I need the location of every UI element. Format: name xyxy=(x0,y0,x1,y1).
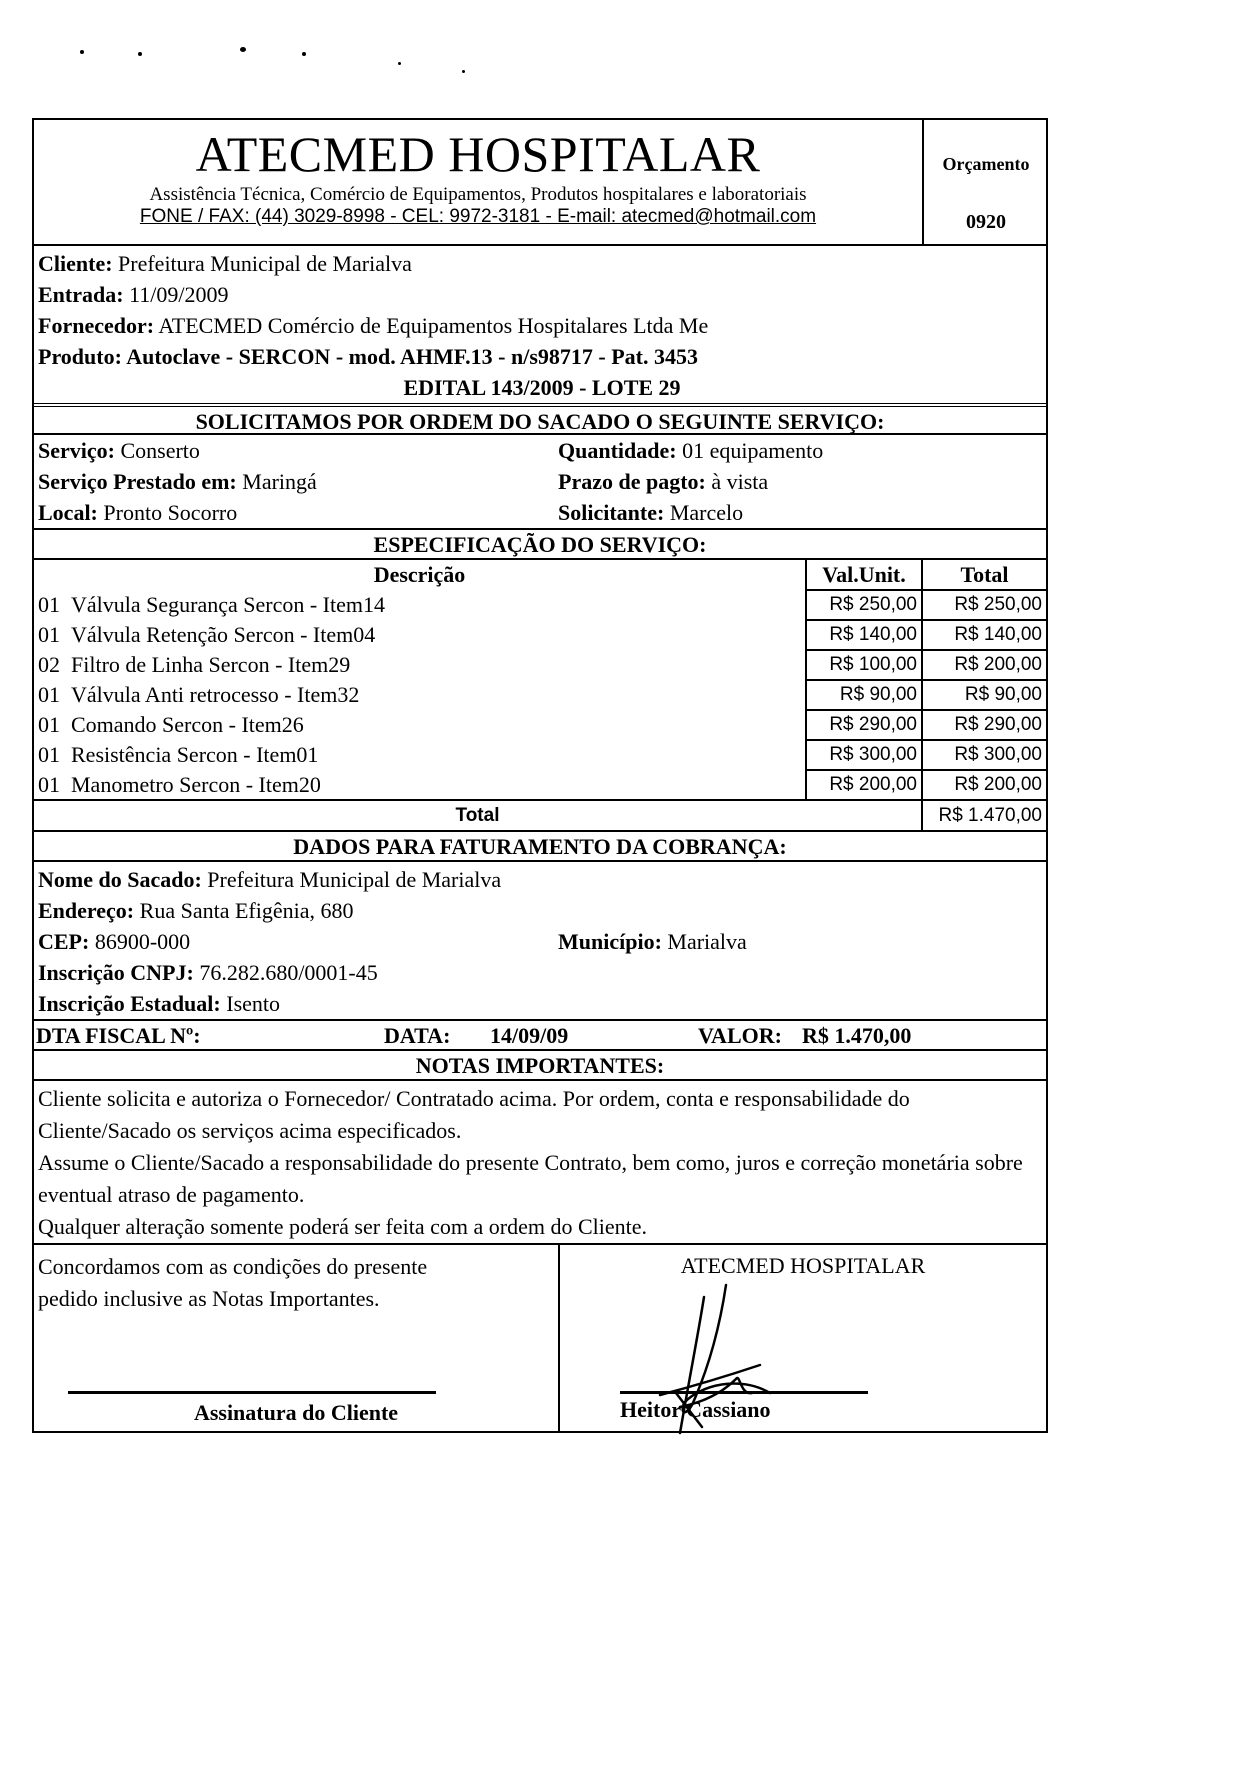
cep-value: 86900-000 xyxy=(94,929,191,954)
payment-term-value: à vista xyxy=(711,469,769,494)
service-row-3 xyxy=(34,497,1046,528)
location-label: Local: xyxy=(38,500,98,525)
client-signature-line xyxy=(68,1391,436,1394)
quantity-label: Quantidade: xyxy=(558,438,677,463)
state-registration-line xyxy=(34,988,1046,1019)
item-total-price: R$ 250,00 xyxy=(922,590,1046,620)
company-signature-title: ATECMED HOSPITALAR xyxy=(680,1253,926,1278)
service-place-label: Serviço Prestado em: xyxy=(38,469,237,494)
entry-label: Entrada: xyxy=(38,282,124,307)
supplier-line xyxy=(34,310,1046,341)
notes-title: NOTAS IMPORTANTES: xyxy=(34,1049,1046,1079)
item-description xyxy=(34,770,806,800)
item-description-text: Válvula Anti retrocesso - Item32 xyxy=(71,682,360,707)
company-block xyxy=(34,120,922,244)
spec-title: ESPECIFICAÇÃO DO SERVIÇO: xyxy=(34,528,1046,558)
item-description-text: Filtro de Linha Sercon - Item29 xyxy=(71,652,351,677)
company-contact: FONE / FAX: (44) 3029-8998 - CEL: 9972-3181 - E-mail: atecmed@hotmail.com xyxy=(139,206,817,227)
item-unit-price: R$ 200,00 xyxy=(806,770,922,800)
item-unit-price: R$ 290,00 xyxy=(806,710,922,740)
company-name: ATECMED HOSPITALAR xyxy=(195,126,761,182)
item-quantity: 02 xyxy=(38,652,60,677)
entry-line xyxy=(34,279,1046,310)
fiscal-value-amount: R$ 1.470,00 xyxy=(802,1023,912,1048)
signer-name: Heitor Cassiano xyxy=(620,1397,771,1422)
address-value: Rua Santa Efigênia, 680 xyxy=(139,898,354,923)
item-total-price: R$ 200,00 xyxy=(922,650,1046,680)
address-line xyxy=(34,895,1046,926)
supplier-label: Fornecedor: xyxy=(38,313,155,338)
item-description xyxy=(34,620,806,650)
item-quantity: 01 xyxy=(38,712,60,737)
edital-line: EDITAL 143/2009 - LOTE 29 xyxy=(403,375,681,400)
state-registration-value: Isento xyxy=(226,991,281,1016)
city-label: Município: xyxy=(558,929,662,954)
table-row xyxy=(34,740,1046,770)
scan-speck xyxy=(462,70,465,73)
client-line xyxy=(34,248,1046,279)
item-unit-price: R$ 140,00 xyxy=(806,620,922,650)
col-total-header: Total xyxy=(922,560,1046,590)
company-tagline: Assistência Técnica, Comércio de Equipamentos, Produtos hospitalares e laboratoriais xyxy=(149,184,807,205)
address-label: Endereço: xyxy=(38,898,135,923)
client-section xyxy=(34,244,1046,403)
requester-label: Solicitante: xyxy=(558,500,665,525)
cnpj-label: Inscrição CNPJ: xyxy=(38,960,194,985)
fiscal-date-value: 14/09/09 xyxy=(490,1023,569,1048)
scan-speck xyxy=(138,52,142,56)
company-signature-block xyxy=(560,1245,1046,1433)
items-total-label: Total xyxy=(34,800,922,830)
cnpj-line xyxy=(34,957,1046,988)
item-total-price: R$ 200,00 xyxy=(922,770,1046,800)
sacado-value: Prefeitura Municipal de Marialva xyxy=(207,867,502,892)
items-total-row xyxy=(34,800,1046,830)
fiscal-note-label: DTA FISCAL Nº: xyxy=(36,1023,201,1048)
note-paragraph-1: Cliente solicita e autoriza o Fornecedor/ Contratado acima. Por ordem, conta e responsabilidade do Cliente/Sacado os serviços acima especificados. xyxy=(38,1086,910,1143)
scan-speck xyxy=(398,62,401,65)
table-row xyxy=(34,590,1046,620)
item-quantity: 01 xyxy=(38,682,60,707)
quantity-value: 01 equipamento xyxy=(682,438,824,463)
quote-form xyxy=(32,118,1048,1433)
item-description xyxy=(34,650,806,680)
billing-title: DADOS PARA FATURAMENTO DA COBRANÇA: xyxy=(34,830,1046,860)
col-description-header: Descrição xyxy=(373,562,466,587)
item-total-price: R$ 290,00 xyxy=(922,710,1046,740)
service-value: Conserto xyxy=(120,438,200,463)
client-value: Prefeitura Municipal de Marialva xyxy=(118,251,412,276)
item-unit-price: R$ 100,00 xyxy=(806,650,922,680)
signature-section xyxy=(34,1243,1046,1431)
state-registration-label: Inscrição Estadual: xyxy=(38,991,221,1016)
client-signature-label: Assinatura do Cliente xyxy=(193,1400,399,1425)
item-description-text: Comando Sercon - Item26 xyxy=(71,712,304,737)
client-signature-block xyxy=(34,1245,560,1433)
items-header-row xyxy=(34,560,1046,590)
items-table xyxy=(34,560,1046,830)
payment-term-label: Prazo de pagto: xyxy=(558,469,706,494)
cnpj-value: 76.282.680/0001-45 xyxy=(199,960,378,985)
note-paragraph-2: Assume o Cliente/Sacado a responsabilidade do presente Contrato, bem como, juros e correção monetária sobre eventual atraso de pagamento. xyxy=(38,1150,1023,1207)
table-row xyxy=(34,680,1046,710)
note-paragraph-3: Qualquer alteração somente poderá ser feita com a ordem do Cliente. xyxy=(38,1214,648,1239)
scan-speck xyxy=(302,52,306,56)
scan-speck xyxy=(240,47,246,52)
item-description xyxy=(34,710,806,740)
quote-number-block xyxy=(922,120,1048,244)
table-row xyxy=(34,650,1046,680)
item-unit-price: R$ 300,00 xyxy=(806,740,922,770)
service-row-1 xyxy=(34,435,1046,466)
service-title: SOLICITAMOS POR ORDEM DO SACADO O SEGUINTE SERVIÇO: xyxy=(34,403,1046,433)
client-label: Cliente: xyxy=(38,251,113,276)
item-description-text: Resistência Sercon - Item01 xyxy=(71,742,319,767)
quote-number: 0920 xyxy=(966,211,1006,233)
table-row xyxy=(34,710,1046,740)
item-description xyxy=(34,740,806,770)
billing-section xyxy=(34,860,1046,1019)
cep-label: CEP: xyxy=(38,929,90,954)
fiscal-date-label: DATA: xyxy=(384,1023,451,1048)
item-quantity: 01 xyxy=(38,622,60,647)
items-total-value: R$ 1.470,00 xyxy=(922,800,1046,830)
item-description xyxy=(34,590,806,620)
product-line: Produto: Autoclave - SERCON - mod. AHMF.13 - n/s98717 - Pat. 3453 xyxy=(38,344,698,369)
item-total-price: R$ 140,00 xyxy=(922,620,1046,650)
table-row xyxy=(34,620,1046,650)
item-description-text: Válvula Segurança Sercon - Item14 xyxy=(71,592,385,617)
cep-line xyxy=(34,926,1046,957)
service-label: Serviço: xyxy=(38,438,115,463)
fiscal-line xyxy=(34,1019,1046,1049)
item-quantity: 01 xyxy=(38,592,60,617)
item-description-text: Válvula Retenção Sercon - Item04 xyxy=(71,622,376,647)
table-row xyxy=(34,770,1046,800)
quote-label: Orçamento xyxy=(942,154,1030,174)
city-value: Marialva xyxy=(667,929,747,954)
supplier-value: ATECMED Comércio de Equipamentos Hospitalares Ltda Me xyxy=(158,313,709,338)
sacado-line xyxy=(34,864,1046,895)
form-header xyxy=(34,120,1046,244)
entry-value: 11/09/2009 xyxy=(129,282,229,307)
fiscal-value-label: VALOR: xyxy=(698,1023,782,1048)
item-quantity: 01 xyxy=(38,742,60,767)
service-row-2 xyxy=(34,466,1046,497)
item-unit-price: R$ 250,00 xyxy=(806,590,922,620)
spec-section xyxy=(34,558,1046,830)
notes-section xyxy=(34,1079,1046,1243)
col-unit-header: Val.Unit. xyxy=(806,560,922,590)
scan-speck xyxy=(80,50,84,54)
requester-value: Marcelo xyxy=(669,500,744,525)
service-place-value: Maringá xyxy=(242,469,317,494)
item-total-price: R$ 90,00 xyxy=(922,680,1046,710)
item-quantity: 01 xyxy=(38,771,60,797)
item-description xyxy=(34,680,806,710)
agreement-text: Concordamos com as condições do presente pedido inclusive as Notas Importantes. xyxy=(38,1254,428,1311)
service-section xyxy=(34,433,1046,528)
item-unit-price: R$ 90,00 xyxy=(806,680,922,710)
item-total-price: R$ 300,00 xyxy=(922,740,1046,770)
location-value: Pronto Socorro xyxy=(103,500,238,525)
item-description-text: Manometro Sercon - Item20 xyxy=(71,771,321,797)
sacado-label: Nome do Sacado: xyxy=(38,867,202,892)
